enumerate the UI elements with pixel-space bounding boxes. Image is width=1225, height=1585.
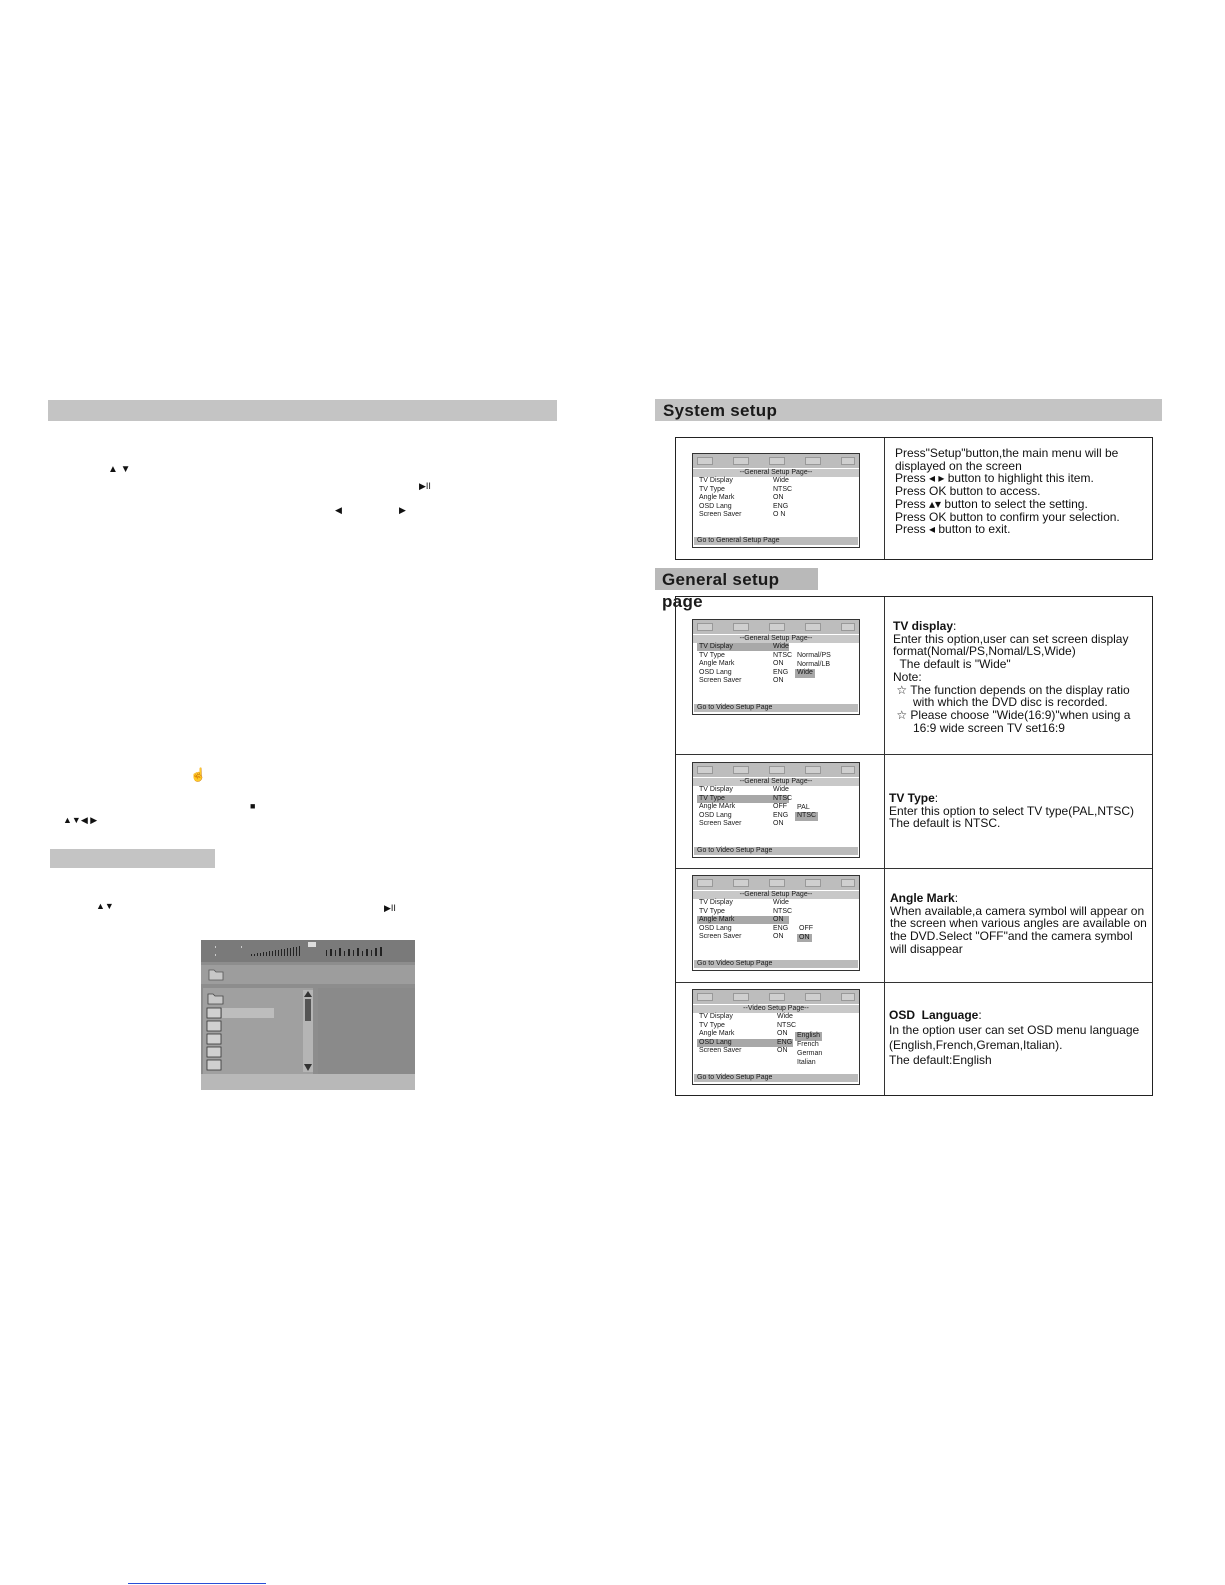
- tv-type-title: TV Type: [889, 791, 935, 805]
- menu-icon-bar: [693, 990, 859, 1004]
- menu-row: Screen Saver O N: [699, 511, 786, 519]
- menu-row-selected: OSD Lang ENG: [699, 1038, 793, 1046]
- file-list-icons: [203, 988, 313, 1074]
- menu-option: OFF: [799, 925, 813, 933]
- menu-option-selected: English: [797, 1032, 820, 1039]
- menu-row: Angle MArk OFF: [699, 803, 787, 811]
- play-pause-icon: ▶II: [419, 481, 431, 491]
- scrollbar[interactable]: [303, 990, 313, 1072]
- menu-option-selected: ON: [799, 933, 810, 941]
- menu-footer: Go to Video Setup Page: [694, 704, 858, 712]
- tv-type-menu-screen: [692, 762, 860, 858]
- menu-title: --Video Setup Page--: [693, 1005, 859, 1013]
- menu-row: Angle Mark ON: [699, 660, 784, 668]
- scrollbar-arrows-icon: [303, 990, 313, 1072]
- menu-row: OSD Lang ENG: [699, 811, 789, 819]
- menu-row: Screen Saver ON: [699, 820, 784, 828]
- menu-row: OSD Lang ENG: [699, 668, 789, 676]
- status-bar: [201, 940, 415, 962]
- menu-row: TV Display Wide: [699, 1013, 793, 1020]
- tv-display-menu-screen: [692, 619, 860, 715]
- menu-option-selected: NTSC: [797, 812, 817, 820]
- menu-footer: Go to Video Setup Page: [694, 847, 858, 855]
- tv-type-description: TV Type: Enter this option to select TV type(PAL,NTSC) The default is NTSC.: [889, 791, 1134, 831]
- angle-mark-title: Angle Mark: [890, 891, 955, 905]
- left-arrow-icon: ◀: [335, 505, 342, 515]
- menu-row: TV Display Wide: [699, 477, 789, 484]
- system-setup-heading: System setup: [663, 401, 778, 420]
- menu-icon-bar: [693, 876, 859, 890]
- menu-row: TV Display Wide: [699, 899, 789, 906]
- menu-icon-bar: [693, 620, 859, 634]
- menu-row: Angle Mark ON: [699, 1030, 788, 1038]
- stop-icon: ■: [250, 801, 256, 811]
- tv-display-title: TV display: [893, 619, 954, 633]
- angle-mark-menu-screen: [692, 875, 860, 971]
- menu-option: Normal/LB: [797, 660, 831, 668]
- level-meter-icon: [201, 940, 415, 962]
- hand-icon: ☝: [190, 767, 207, 782]
- osd-language-menu-screen: [692, 989, 860, 1085]
- menu-row-selected: TV Type NTSC: [699, 794, 793, 802]
- menu-row: TV Type NTSC: [699, 1021, 797, 1029]
- left-subsection-bar: [50, 849, 215, 868]
- menu-footer: Go to General Setup Page: [694, 537, 858, 545]
- file-browser-screen: [201, 940, 415, 1090]
- menu-row: OSD Lang ENG: [699, 924, 789, 932]
- right-arrow-icon: ▶: [399, 505, 406, 515]
- menu-footer: Go to Video Setup Page: [694, 960, 858, 968]
- menu-row: TV Type NTSC: [699, 651, 793, 659]
- menu-row: TV Type NTSC: [699, 907, 793, 915]
- menu-icon-bar: [693, 454, 859, 468]
- menu-row: TV Type NTSC: [699, 485, 793, 493]
- menu-option: Normal/PS: [797, 652, 831, 659]
- menu-title: --General Setup Page--: [693, 778, 859, 786]
- menu-option: German: [797, 1050, 823, 1057]
- menu-footer: Go to Video Setup Page: [694, 1074, 858, 1082]
- system-setup-instructions: Press"Setup"button,the main menu will be displayed on the screen Press ◂ ▸ button to highlight this item. Press OK button to access. Press ▴▾ button to select the setting. Press OK button to confirm your selection. Press ◂ button to exit.: [895, 446, 1120, 537]
- menu-row: Screen Saver ON: [699, 1047, 788, 1055]
- general-setup-heading: General setup page: [655, 568, 818, 590]
- up-down-arrows-icon: ▲▼: [96, 901, 114, 911]
- menu-title: --General Setup Page--: [693, 891, 859, 899]
- path-bar: [201, 965, 415, 984]
- folder-icon: [207, 965, 227, 984]
- menu-row: Screen Saver ON: [699, 933, 784, 941]
- menu-title: --General Setup Page--: [693, 469, 859, 477]
- menu-option: Italian: [797, 1059, 816, 1066]
- play-pause-icon: ▶II: [384, 903, 396, 913]
- menu-option: French: [797, 1041, 819, 1048]
- menu-row: Screen Saver ON: [699, 677, 784, 685]
- preview-panel: [318, 988, 415, 1074]
- menu-row-selected: Angle Mark ON: [693, 916, 859, 925]
- tv-display-description: TV display: Enter this option,user can set screen display format(Nomal/PS,Nomal/LS,Wide) The default is "Wide" Note: ☆ The function depends on the display ratio with which the DVD disc is recorded. ☆ Please choose "Wide(16:9)"when using a 16:9 wide screen TV set16:9: [893, 619, 1131, 735]
- file-list-panel: [203, 988, 313, 1074]
- four-arrows-icon: ▲▼◀ ▶: [63, 815, 98, 825]
- menu-row: TV Display Wide: [699, 786, 789, 793]
- osd-language-title: OSD Language: [889, 1008, 979, 1022]
- left-section-bar: [48, 400, 557, 421]
- angle-mark-description: Angle Mark: When available,a camera symbol will appear on the screen when various angles are available on the DVD.Select "OFF"and the camera symbol will disappear: [890, 891, 1147, 956]
- up-down-arrows-icon: ▲ ▼: [108, 464, 131, 475]
- menu-title: --General Setup Page--: [693, 635, 859, 643]
- menu-icon-bar: [693, 763, 859, 777]
- bottom-bar: [201, 1074, 415, 1090]
- general-setup-menu-screen: [692, 453, 860, 548]
- menu-option: PAL: [797, 803, 810, 811]
- footer-link-line: [128, 1583, 266, 1584]
- menu-option-selected: Wide: [797, 669, 813, 677]
- osd-language-description: OSD Language: In the option user can set OSD menu language (English,French,Greman,Italian). The default:English: [889, 1008, 1140, 1067]
- menu-row-selected: TV Display Wide: [699, 643, 789, 650]
- menu-row: OSD Lang ENG: [699, 502, 789, 510]
- menu-row: Angle Mark ON: [699, 494, 784, 502]
